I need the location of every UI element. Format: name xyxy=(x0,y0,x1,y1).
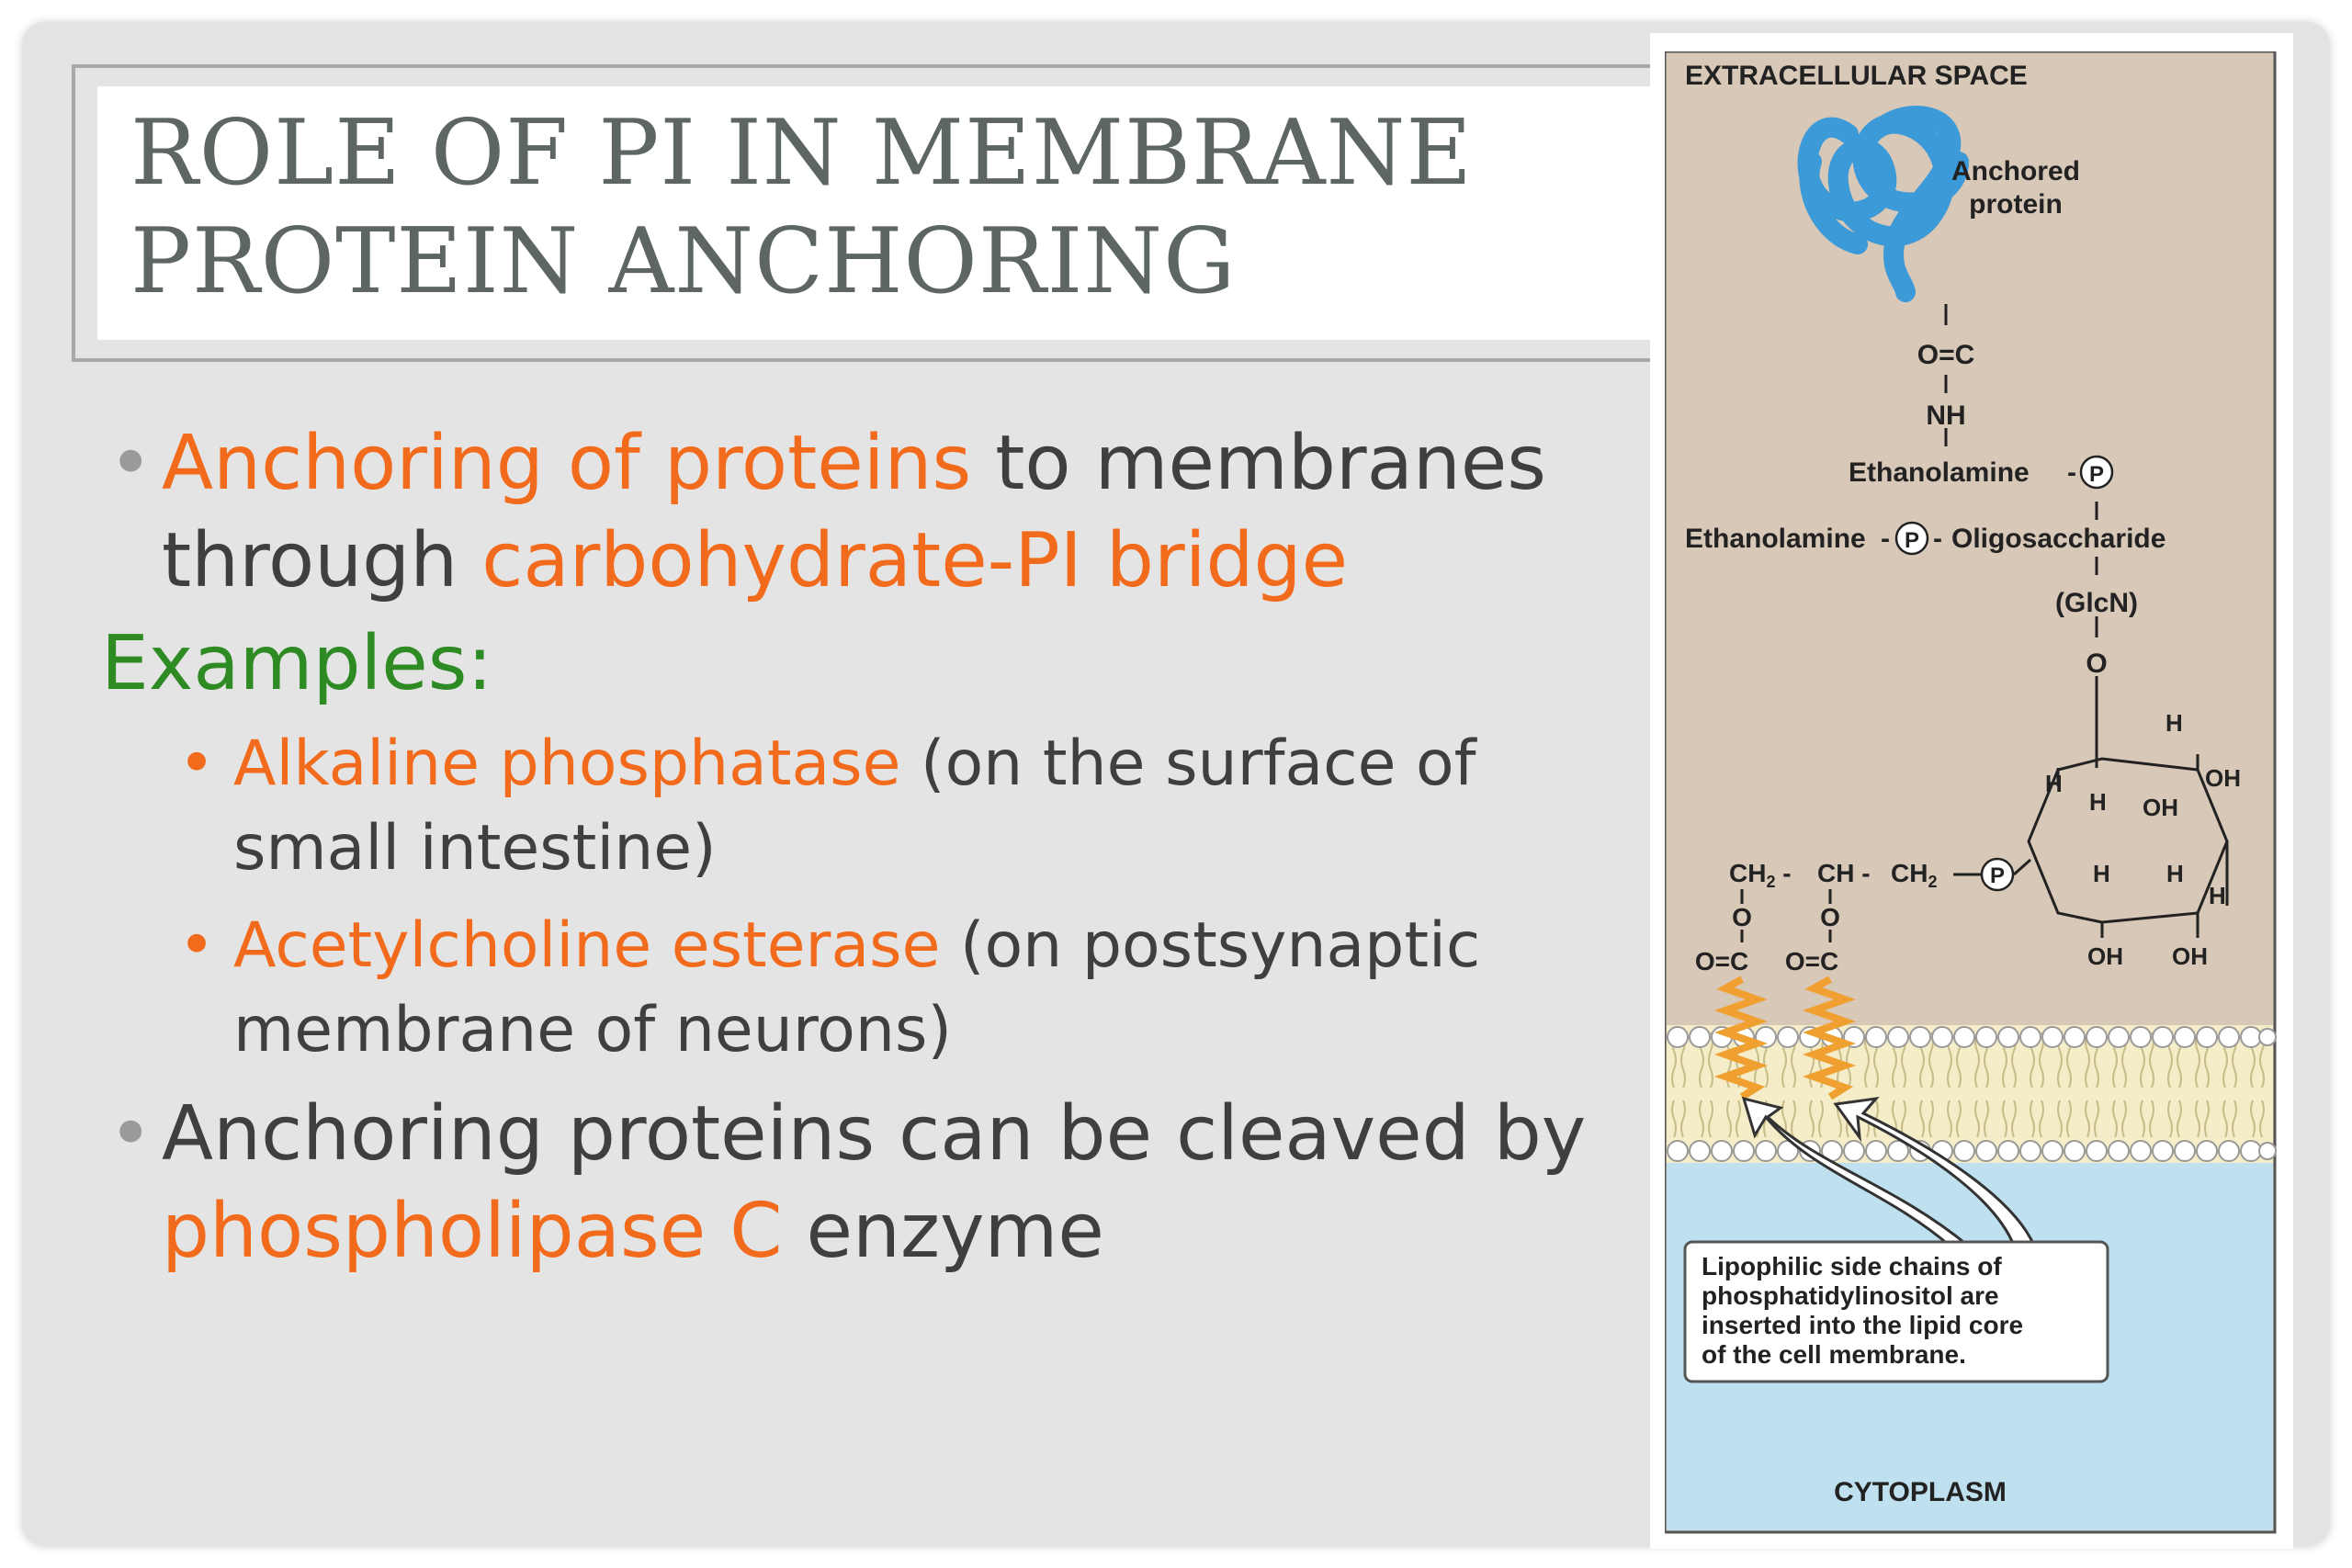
title-line-2: PROTEIN ANCHORING xyxy=(130,209,1237,314)
glcn-label: (GlcN) xyxy=(2055,588,2138,618)
phosphate-label: P xyxy=(1989,863,2006,888)
sub-bullet-dot: • xyxy=(178,909,216,982)
bullet2-highlight: phospholipase C xyxy=(162,1188,783,1275)
oh-label: OH xyxy=(2087,942,2123,970)
example1-text: (on the surface of small intestine) xyxy=(233,728,1476,885)
bullet-dot: • xyxy=(108,420,153,507)
oligosaccharide-label: Oligosaccharide xyxy=(1951,524,2166,554)
oxygen-label: O xyxy=(1820,903,1840,931)
dash-1: - xyxy=(2067,457,2076,488)
bullet-cleaved xyxy=(101,1086,1626,1280)
oxygen-label: O xyxy=(2086,649,2108,679)
ester-label: O=C xyxy=(1694,947,1749,976)
example-alkaline xyxy=(101,722,1626,891)
nh-label: NH xyxy=(1926,400,1966,431)
glycerol-ch2-right: $CH_2$ xyxy=(1891,859,1938,891)
cytoplasm-label: CYTOPLASM xyxy=(1834,1477,2007,1507)
h-label: H xyxy=(2165,709,2183,737)
gpi-anchor-diagram xyxy=(1665,51,2277,1534)
oh-label: OH xyxy=(2205,764,2241,792)
bullet-dot: • xyxy=(108,1090,153,1178)
bullet1-text: to membranes xyxy=(971,420,1546,507)
example2-text: (on postsynaptic membrane of neurons) xyxy=(233,909,1481,1066)
example2-highlight: Acetylcholine esterase xyxy=(233,909,941,982)
oxygen-label: O xyxy=(1732,903,1752,931)
h-label: H xyxy=(2045,770,2063,797)
extracellular-label: EXTRACELLULAR SPACE xyxy=(1685,61,2028,91)
ethanolamine-label-2: Ethanolamine xyxy=(1685,524,1866,554)
h-label: H xyxy=(2093,860,2110,887)
oc-label: O=C xyxy=(1917,340,1975,370)
example1-highlight: Alkaline phosphatase xyxy=(233,728,901,800)
bullet1-text-2: through xyxy=(162,517,482,604)
h-label: H xyxy=(2089,788,2107,816)
ester-label: O=C xyxy=(1784,947,1839,976)
h-label: H xyxy=(2209,882,2226,909)
slide-title xyxy=(130,99,1637,316)
example-acetylcholine xyxy=(101,904,1626,1073)
ethanolamine-label-1: Ethanolamine xyxy=(1849,457,2030,488)
oh-label: OH xyxy=(2143,794,2178,821)
examples-label: Examples: xyxy=(101,620,493,707)
annotation-line-4: of the cell membrane. xyxy=(1702,1340,1966,1369)
slide-content xyxy=(101,415,1626,1280)
phosphate-label: P xyxy=(1904,528,1920,553)
dash-2: - xyxy=(1881,524,1890,554)
lipid-heads-bottom xyxy=(1668,1141,2276,1161)
oh-label: OH xyxy=(2172,942,2208,970)
anchored-protein-label-1: Anchored xyxy=(1951,156,2081,186)
annotation-line-1: Lipophilic side chains of xyxy=(1702,1252,2002,1280)
glycerol-ch2-left: $CH_2$ - xyxy=(1729,859,1792,891)
h-label: H xyxy=(2166,860,2184,887)
sub-bullet-dot: • xyxy=(178,728,216,800)
annotation-line-3: inserted into the lipid core xyxy=(1702,1311,2024,1339)
phosphate-label: P xyxy=(2088,462,2105,487)
bullet1-highlight-2: carbohydrate-PI bridge xyxy=(481,517,1349,604)
title-line-1: ROLE OF PI IN MEMBRANE xyxy=(130,101,1473,206)
anchored-protein-label-2: protein xyxy=(1969,189,2063,220)
bullet2-text-2: enzyme xyxy=(782,1188,1104,1275)
glycerol-ch: CH - xyxy=(1817,859,1871,887)
annotation-line-2: phosphatidylinositol are xyxy=(1702,1281,1999,1310)
bullet2-text: Anchoring proteins can be cleaved by xyxy=(162,1090,1587,1178)
bullet-anchoring xyxy=(101,415,1626,610)
bullet1-highlight: Anchoring of proteins xyxy=(162,420,972,507)
dash-3: - xyxy=(1933,524,1942,554)
